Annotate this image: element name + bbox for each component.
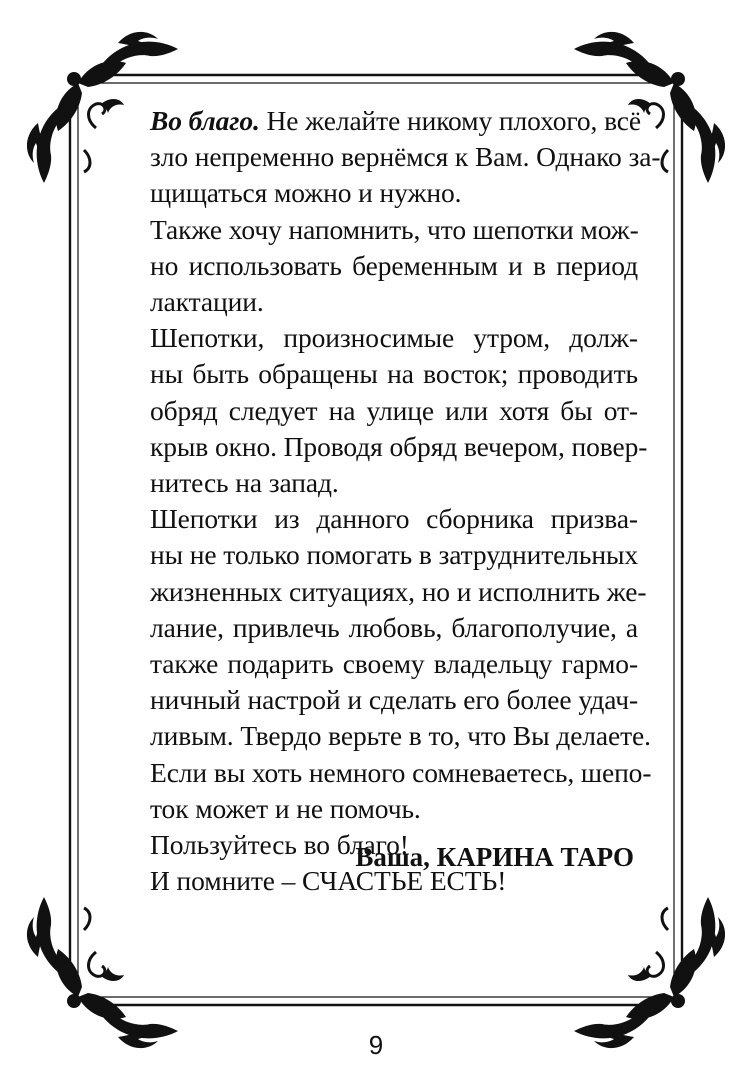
paragraph-5-line-1: Пользуйтесь во благо! [150,829,409,861]
paragraph-3-line-3: обряд следует на улице или хотя бы от- [150,394,638,426]
paragraph-1-line-1 [150,103,641,139]
corner-ornament-bottom-left-icon [27,897,178,1048]
paragraph-4-line-2: ны не только помогать в затруднительных [150,539,638,571]
paragraph-3-line-2: ны быть обращены на восток; проводить [150,358,638,390]
lead-phrase: Во благо. [150,105,260,136]
paragraph-3-line-5: нитесь на запад. [150,467,339,499]
paragraph-2-line-2: но использовать беременным и в период [150,249,638,281]
paragraph-2-line-3: лактации. [150,286,264,318]
paragraph-3-line-4: крыв окно. Проводя обряд вечером, повер- [150,430,648,462]
body-text [150,103,661,899]
paragraph-4-line-5: также подарить своему владельцу гармо- [150,648,638,680]
paragraph-4-line-4: лание, привлечь любовь, благополучие, а [150,611,638,643]
paragraph-4-line-6: ничный настрой и сделать его более удач- [150,684,638,716]
paragraph-6-line-1: И помните – СЧАСТЬЕ ЕСТЬ! [150,865,507,897]
paragraph-1-line-1-text: Не желайте никому плохого, всё [266,105,641,136]
paragraph-4-line-7: ливым. Твердо верьте в то, что Вы делаете. [150,720,651,752]
paragraph-4-line-1: Шепотки из данного сборника призва- [150,503,638,535]
corner-ornament-bottom-right-icon [574,897,725,1048]
paragraph-4-line-3: жизненных ситуациях, но и исполнить же- [150,575,647,607]
author-signature: Ваша, КАРИНА ТАРО [355,842,634,872]
page-number: 9 [368,1030,384,1060]
paragraph-4-line-8: Если вы хоть немного сомневаетесь, шепо- [150,756,652,788]
paragraph-4-line-9: ток может и не помочь. [150,792,421,824]
paragraph-1-line-2: зло непременно вернёмся к Вам. Однако за- [150,141,661,173]
paragraph-1-line-3: щищаться можно и нужно. [150,177,462,209]
paragraph-2-line-1: Также хочу напомнить, что шепотки мож- [150,213,639,245]
paragraph-3-line-1: Шепотки, произносимые утром, долж- [150,322,638,354]
